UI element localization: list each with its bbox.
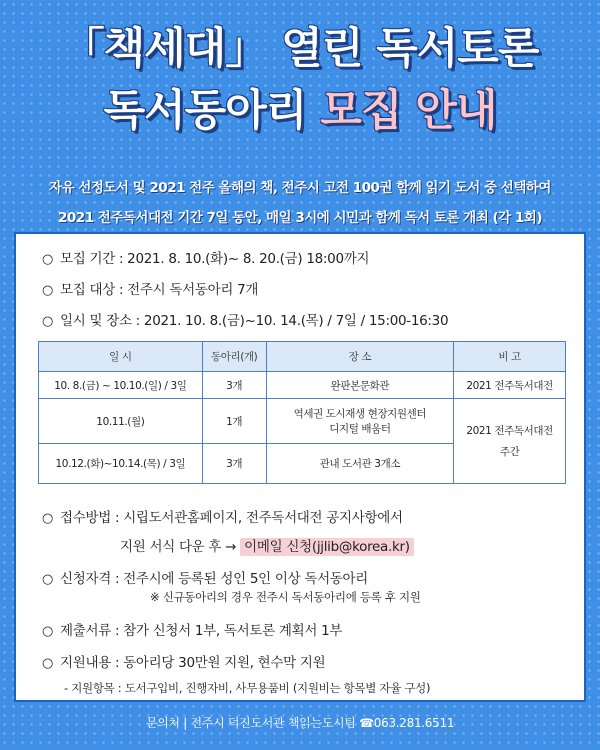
apply-method-prefix: 지원 서식 다운 후 → <box>120 539 241 555</box>
cell-note: 2021 전주독서대전 <box>454 372 566 399</box>
cell-note-line: 2021 전주독서대전 <box>466 425 553 437</box>
cell-count: 1개 <box>202 399 266 444</box>
cell-date: 10. 8.(금) ~ 10.10.(일) / 3일 <box>39 372 203 399</box>
table-row <box>39 372 566 399</box>
cell-count: 3개 <box>202 372 266 399</box>
header-place: 장 소 <box>266 342 454 372</box>
support-items: - 지원항목 : 도서구입비, 진행자비, 사무용품비 (지원비는 항목별 자율 구성) <box>64 681 431 695</box>
title-line-2 <box>0 77 600 138</box>
info-schedule <box>42 309 448 329</box>
bullet-icon: ○ <box>42 511 54 526</box>
cell-date: 10.12.(화)~10.14.(목) / 3일 <box>39 444 203 484</box>
header-date: 일 시 <box>39 342 203 372</box>
support-text: 지원내용 : 동아리당 30만원 지원, 현수막 지원 <box>60 655 326 671</box>
support <box>42 651 325 671</box>
apply-method <box>42 506 403 526</box>
cell-place: 관내 도서관 3개소 <box>266 444 454 484</box>
title-club: 독서동아리 <box>103 86 307 136</box>
title-recruit-notice: 모집 안내 <box>320 86 497 136</box>
cell-place-line: 역세권 도시재생 현장지원센터 <box>293 408 427 420</box>
bullet-icon: ○ <box>42 656 54 671</box>
bullet-icon: ○ <box>42 572 54 587</box>
info-period-text: 모집 기간 : 2021. 8. 10.(화)~ 8. 20.(금) 18:00까지 <box>60 251 370 267</box>
cell-count: 3개 <box>202 444 266 484</box>
header-count: 동아리(개) <box>202 342 266 372</box>
bullet-icon: ○ <box>42 252 54 267</box>
apply-method-text: 접수방법 : 시립도서관홈페이지, 전주독서대전 공지사항에서 <box>60 510 403 526</box>
contact-footer: 문의처 | 전주시 덕진도서관 책읽는도시팀 ☎063.281.6511 <box>145 716 455 730</box>
info-target <box>42 278 258 298</box>
documents <box>42 619 342 639</box>
apply-method-line2 <box>120 535 414 555</box>
bullet-icon: ○ <box>42 624 54 639</box>
header-note: 비 고 <box>454 342 566 372</box>
cell-place: 완판본문화관 <box>266 372 454 399</box>
info-target-text: 모집 대상 : 전주시 독서동아리 7개 <box>60 282 259 298</box>
info-period <box>42 247 369 267</box>
documents-text: 제출서류 : 참가 신청서 1부, 독서토론 계획서 1부 <box>60 623 343 639</box>
intro-line-2: 2021 전주독서대전 기간 7일 동안, 매일 3시에 시민과 함께 독서 토론 개최 (각 1회) <box>58 210 542 226</box>
bullet-icon: ○ <box>42 283 54 298</box>
info-card <box>14 232 586 702</box>
qualification <box>42 567 368 587</box>
qualification-note: ※ 신규동아리의 경우 전주시 독서동아리에 등록 후 지원 <box>150 590 421 604</box>
cell-date: 10.11.(월) <box>39 399 203 444</box>
bullet-icon: ○ <box>42 314 54 329</box>
cell-place-line: 디지털 배움터 <box>329 423 391 435</box>
table-row <box>39 399 566 444</box>
title-line-1: 「책세대」 열린 독서토론 <box>61 24 539 74</box>
cell-note-line: 주간 <box>499 446 520 458</box>
cell-place <box>266 399 454 444</box>
info-schedule-text: 일시 및 장소 : 2021. 10. 8.(금)~10. 14.(목) / 7일 / 15:00-16:30 <box>60 313 449 329</box>
table-header-row <box>39 342 566 372</box>
intro-line-1: 자유 선정도서 및 2021 전주 올해의 책, 전주시 고전 100권 함께 읽기 도서 중 선택하여 <box>49 180 551 196</box>
cell-note <box>454 399 566 484</box>
qualification-text: 신청자격 : 전주시에 등록된 성인 5인 이상 독서동아리 <box>60 571 369 587</box>
email-apply-link[interactable]: 이메일 신청(jjlib@korea.kr) <box>240 538 414 556</box>
schedule-table <box>38 341 566 484</box>
